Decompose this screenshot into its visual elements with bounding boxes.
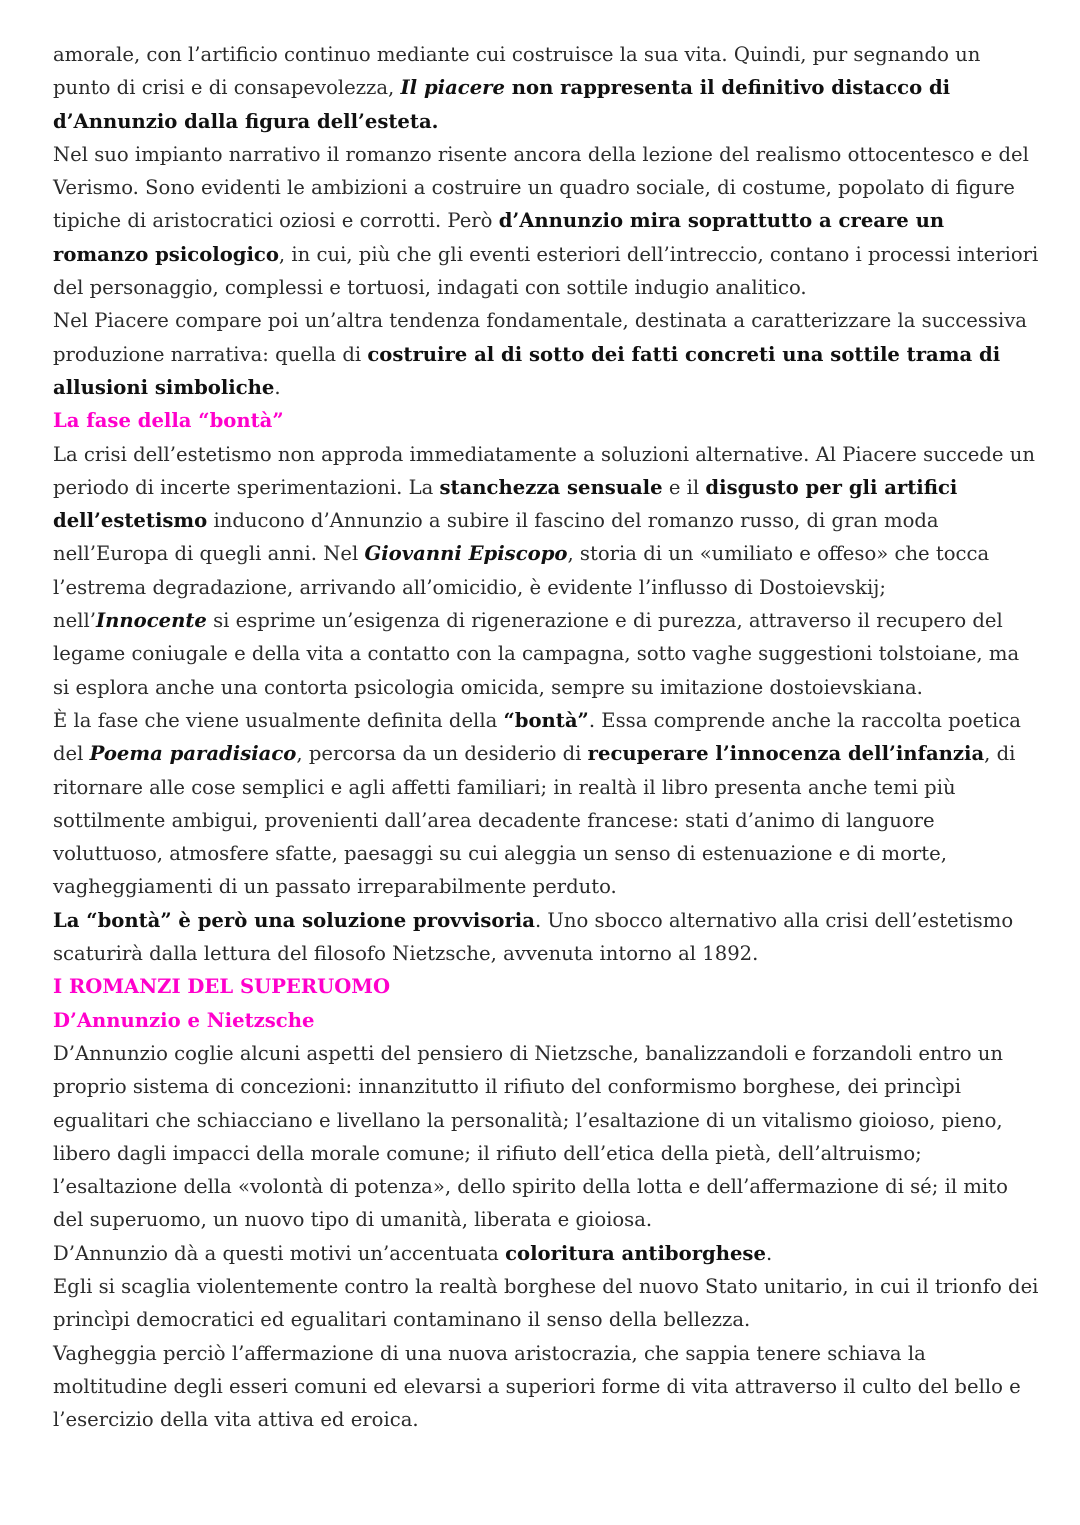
paragraph-impianto-narrativo: Nel suo impianto narrativo il romanzo risente ancora della lezione del realismo ottocentesco e del Verismo. Sono evidenti le ambizioni a costruire un quadro sociale, di costume, popolato di figure tipiche di aristocratici oziosi e corrotti. Però d’Annunzio mira soprattutto a creare un romanzo psicologico, in cui, più che gli eventi esteriori dell’intreccio, contano i processi interiori del personaggio, complessi e tortuosi, indagati con sottile indugio analitico. (53, 142, 1039, 300)
paragraph-allusioni-simboliche: Nel Piacere compare poi un’altra tendenza fondamentale, destinata a caratterizzare la successiva produzione narrativa: quella di costruire al di sotto dei fatti concreti una sottile trama di allusioni simboliche. (53, 309, 1027, 399)
paragraph-fase-bonta: È la fase che viene usualmente definita della “bontà”. Essa comprende anche la raccolta poetica del Poema paradisiaco, percorsa da un desiderio di recuperare l’innocenza dell’infanzia, di ritornare alle cose semplici e agli affetti familiari; in realtà il libro presenta anche temi più sottilmente ambigui, provenienti dall’area decadente francese: stati d’animo di languore voluttuoso, atmosfere sfatte, paesaggi su cui aleggia un senso di estenuazione e di morte, vagheggiamenti di un passato irreparabilmente perduto. (53, 708, 1021, 899)
paragraph-pensiero-nietzsche: D’Annunzio coglie alcuni aspetti del pensiero di Nietzsche, banalizzandoli e forzandoli entro un proprio sistema di concezioni: innanzitutto il rifiuto del conformismo borghese, dei princìpi egualitari che schiacciano e livellano la personalità; l’esaltazione di un vitalismo gioioso, pieno, libero dagli impacci della morale comune; il rifiuto dell’etica della pietà, dell’altruismo; l’esaltazione della «volontà di potenza», dello spirito della lotta e dell’affermazione di sé; il mito del superuomo, un nuovo tipo di umanità, liberata e gioiosa. (53, 1041, 1008, 1232)
paragraph-stato-unitario: Egli si scaglia violentemente contro la realtà borghese del nuovo Stato unitario, in cui il trionfo dei princìpi democratici ed egualitari contaminano il senso della bellezza. (53, 1274, 1039, 1332)
work-title-innocente: Innocente (95, 609, 207, 633)
paragraph-crisi-estetismo: La crisi dell’estetismo non approda immediatamente a soluzioni alternative. Al Piacere succede un periodo di incerte sperimentazioni. La stanchezza sensuale e il disgusto per gli artifici dell’estetismo inducono d’Annunzio a subire il fascino del romanzo russo, di gran moda nell’Europa di quegli anni. Nel Giovanni Episcopo, storia di un «umiliato e offeso» che tocca l’estrema degradazione, arrivando all’omicidio, è evidente l’influsso di Dostoievskij; nell’Innocente si esprime un’esigenza di rigenerazione e di purezza, attraverso il recupero del legame coniugale e della vita a contatto con la campagna, sotto vaghe suggestioni tolstoiane, ma si esplora anche una contorta psicologia omicida, sempre su imitazione dostoievskiana. (53, 442, 1035, 699)
heading-fase-bonta: La fase della “bontà” (53, 409, 284, 433)
heading-dannunzio-nietzsche: D’Annunzio e Nietzsche (53, 1008, 315, 1032)
work-title-poema-paradisiaco: Poema paradisiaco (89, 742, 297, 766)
paragraph-coloritura-antiborghese: D’Annunzio dà a questi motivi un’accentuata coloritura antiborghese. (53, 1241, 773, 1265)
work-title-giovanni-episcopo: Giovanni Episcopo (364, 542, 568, 566)
paragraph-soluzione-provvisoria: La “bontà” è però una soluzione provvisoria. Uno sbocco alternativo alla crisi dell’estetismo scaturirà dalla lettura del filosofo Nietzsche, avvenuta intorno al 1892. (53, 908, 1014, 966)
work-title-il-piacere: Il piacere (400, 76, 505, 100)
heading-romanzi-superuomo: I ROMANZI DEL SUPERUOMO (53, 975, 391, 999)
paragraph-piacere-esteta: amorale, con l’artificio continuo mediante cui costruisce la sua vita. Quindi, pur segnando un punto di crisi e di consapevolezza, Il piacere non rappresenta il definitivo distacco di d’Annunzio dalla figura dell’esteta. (53, 43, 981, 133)
paragraph-nuova-aristocrazia: Vagheggia perciò l’affermazione di una nuova aristocrazia, che sappia tenere schiava la moltitudine degli esseri comuni ed elevarsi a superiori forme di vita attraverso il culto del bello e l’esercizio della vita attiva ed eroica. (53, 1341, 1021, 1432)
